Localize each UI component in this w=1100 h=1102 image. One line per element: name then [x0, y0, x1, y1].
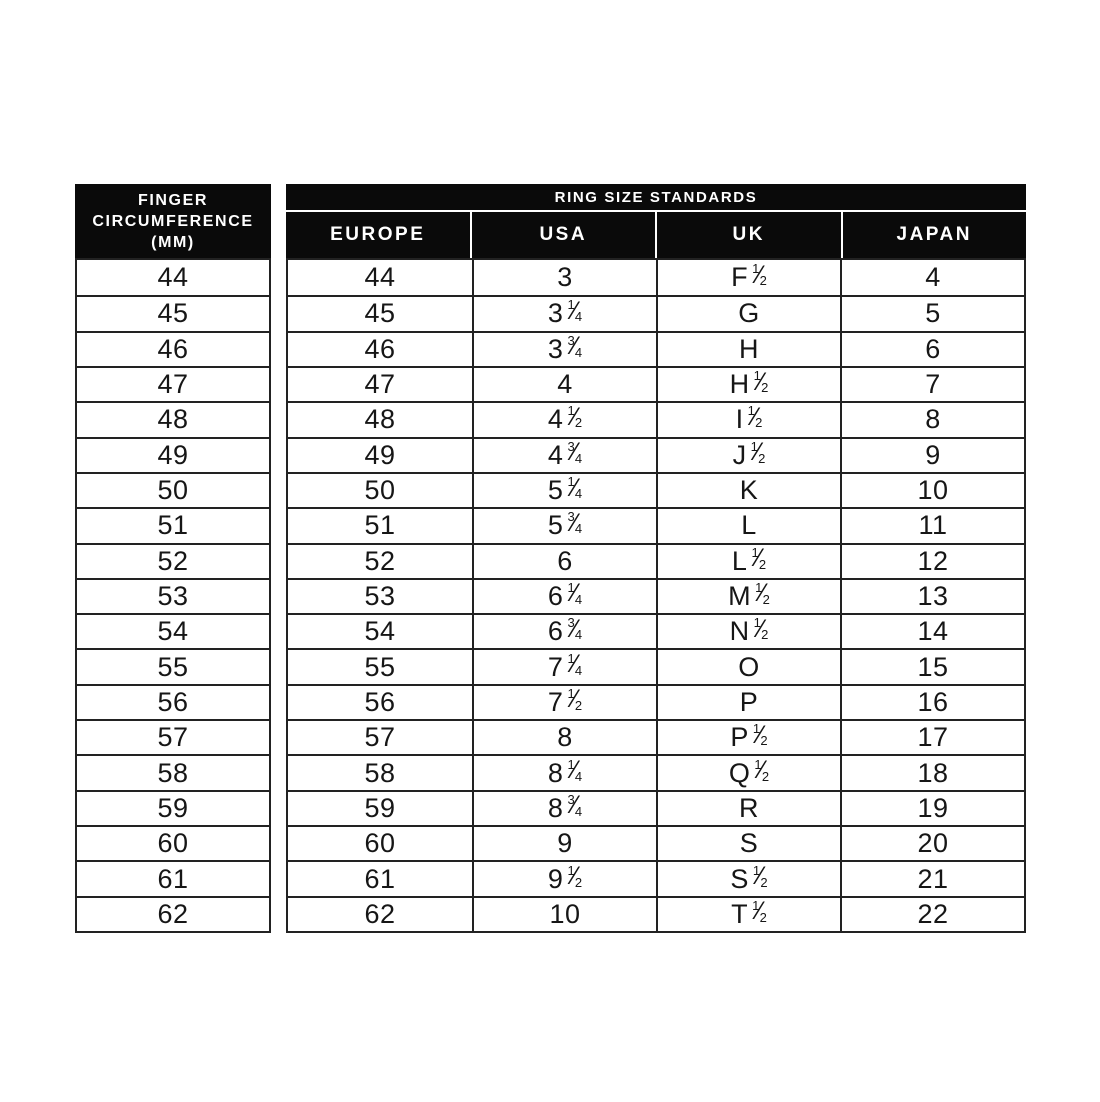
finger-header-line-3: (MM) [151, 233, 195, 251]
fraction: 1 ⁄ 2 [750, 438, 766, 467]
size-cell-usa [472, 684, 656, 719]
size-cell-usa [472, 295, 656, 330]
finger-circumference-table [75, 184, 271, 933]
size-cell-uk: G [656, 295, 840, 330]
value-text: M [728, 580, 752, 611]
finger-circumference-cell: 44 [157, 262, 189, 293]
fraction: 1 ⁄ 2 [752, 897, 767, 926]
value-text: 9 [547, 863, 564, 894]
value-text: 3 [547, 333, 564, 364]
size-cell-europe: 57 [288, 719, 472, 754]
standards-table-body [286, 258, 1026, 933]
fraction: 1 ⁄ 4 [567, 296, 583, 325]
finger-table-body [75, 258, 271, 933]
fraction: 1 ⁄ 2 [567, 402, 583, 431]
size-cell-usa: 6 [472, 543, 656, 578]
finger-circumference-cell: 59 [77, 790, 269, 825]
size-cell-japan: 6 [840, 331, 1024, 366]
size-cell-europe: 62 [288, 896, 472, 931]
size-cell-usa [472, 472, 656, 507]
value-text: 3 [547, 298, 564, 329]
finger-circumference-cell: 52 [77, 543, 269, 578]
column-header-europe: EUROPE [286, 212, 470, 258]
size-cell-europe: 53 [288, 578, 472, 613]
size-cell-japan: 10 [840, 472, 1024, 507]
fraction: 1 ⁄ 2 [752, 720, 768, 749]
fraction: 3 ⁄ 4 [567, 438, 583, 467]
value-text: N [729, 616, 750, 647]
finger-table-header [75, 184, 271, 258]
finger-circumference-cell: 53 [77, 578, 269, 613]
size-cell-japan: 7 [840, 366, 1024, 401]
size-cell-uk [656, 896, 840, 931]
value-text: 5 [547, 475, 564, 506]
size-cell-japan: 9 [840, 437, 1024, 472]
size-cell-europe: 52 [288, 543, 472, 578]
size-cell-usa [472, 648, 656, 683]
column-header-uk: UK [657, 212, 841, 258]
fraction: 1 ⁄ 2 [752, 862, 768, 891]
size-cell-uk [656, 260, 840, 295]
ring-size-standards-table [286, 184, 1026, 933]
size-cell-europe: 46 [288, 331, 472, 366]
size-cell-usa [472, 437, 656, 472]
size-cell-uk: H [656, 331, 840, 366]
size-cell-uk: O [656, 648, 840, 683]
size-cell-japan: 19 [840, 790, 1024, 825]
size-cell-europe: 58 [288, 754, 472, 789]
fraction: 1 ⁄ 2 [753, 614, 769, 643]
fraction: 1 ⁄ 2 [747, 402, 763, 431]
size-cell-japan: 11 [840, 507, 1024, 542]
size-cell-europe: 60 [288, 825, 472, 860]
fraction: 1 ⁄ 2 [753, 367, 769, 396]
size-cell-usa: 9 [472, 825, 656, 860]
finger-circumference-cell: 56 [77, 684, 269, 719]
ring-size-standards-title: RING SIZE STANDARDS [286, 184, 1026, 210]
size-cell-europe: 44 [364, 262, 396, 293]
size-cell-uk: S [656, 825, 840, 860]
size-cell-japan: 13 [840, 578, 1024, 613]
size-cell-uk [656, 543, 840, 578]
size-cell-uk [656, 401, 840, 436]
size-cell-japan: 15 [840, 648, 1024, 683]
finger-circumference-cell: 58 [77, 754, 269, 789]
size-cell-uk [656, 366, 840, 401]
value-text: H [729, 369, 750, 400]
finger-circumference-cell: 49 [77, 437, 269, 472]
finger-circumference-cell: 47 [77, 366, 269, 401]
value-text: 4 [547, 439, 564, 470]
size-cell-uk [656, 613, 840, 648]
size-cell-usa: 8 [472, 719, 656, 754]
fraction: 1 ⁄ 4 [567, 756, 583, 785]
value-text: P [730, 722, 749, 753]
size-cell-japan: 21 [840, 860, 1024, 895]
size-cell-usa: 10 [472, 896, 656, 931]
value-text: 8 [547, 792, 564, 823]
size-cell-japan: 20 [840, 825, 1024, 860]
size-cell-europe: 45 [288, 295, 472, 330]
fraction: 1 ⁄ 2 [752, 260, 767, 289]
finger-circumference-cell: 54 [77, 613, 269, 648]
value-text: 6 [547, 580, 564, 611]
value-text: S [730, 863, 749, 894]
finger-circumference-cell: 48 [77, 401, 269, 436]
size-cell-usa: 3 [472, 260, 656, 295]
size-cell-uk [656, 719, 840, 754]
size-cell-usa [472, 578, 656, 613]
finger-circumference-cell: 62 [77, 896, 269, 931]
size-cell-usa [472, 331, 656, 366]
size-cell-europe: 56 [288, 684, 472, 719]
size-cell-japan: 18 [840, 754, 1024, 789]
size-cell-uk: K [656, 472, 840, 507]
fraction: 3 ⁄ 4 [567, 508, 583, 537]
size-cell-japan: 16 [840, 684, 1024, 719]
size-cell-uk: L [656, 507, 840, 542]
value-text: 7 [547, 651, 564, 682]
column-header-usa: USA [472, 212, 656, 258]
fraction: 3 ⁄ 4 [567, 332, 583, 361]
size-cell-uk [656, 578, 840, 613]
fraction: 1 ⁄ 4 [567, 579, 583, 608]
size-cell-europe: 50 [288, 472, 472, 507]
value-text: 5 [547, 510, 564, 541]
size-cell-japan: 8 [840, 401, 1024, 436]
chart-tables [75, 184, 1026, 933]
finger-circumference-cell: 46 [77, 331, 269, 366]
size-cell-usa [472, 754, 656, 789]
fraction: 3 ⁄ 4 [567, 791, 583, 820]
size-cell-japan: 17 [840, 719, 1024, 754]
value-text: 7 [547, 686, 564, 717]
size-cell-uk [656, 860, 840, 895]
size-cell-europe: 61 [288, 860, 472, 895]
column-header-japan: JAPAN [843, 212, 1027, 258]
value-text: I [735, 404, 744, 435]
fraction: 1 ⁄ 2 [755, 579, 770, 608]
fraction: 1 ⁄ 2 [751, 544, 767, 573]
size-cell-uk: R [656, 790, 840, 825]
size-cell-usa [472, 613, 656, 648]
size-cell-japan: 4 [840, 260, 1024, 295]
size-cell-europe: 48 [288, 401, 472, 436]
size-cell-japan: 22 [840, 896, 1024, 931]
finger-circumference-cell: 60 [77, 825, 269, 860]
size-cell-europe: 47 [288, 366, 472, 401]
finger-circumference-cell: 61 [77, 860, 269, 895]
size-cell-europe: 51 [288, 507, 472, 542]
size-cell-uk: P [656, 684, 840, 719]
fraction: 1 ⁄ 2 [567, 862, 583, 891]
finger-circumference-cell: 55 [77, 648, 269, 683]
value-text: F [731, 262, 749, 293]
size-cell-europe: 54 [288, 613, 472, 648]
size-cell-japan: 5 [840, 295, 1024, 330]
size-cell-japan: 12 [840, 543, 1024, 578]
value-text: 4 [547, 404, 564, 435]
finger-circumference-cell: 45 [77, 295, 269, 330]
size-cell-usa [472, 401, 656, 436]
standards-column-headers [286, 212, 1026, 258]
value-text: 8 [547, 757, 564, 788]
value-text: J [732, 439, 747, 470]
fraction: 1 ⁄ 4 [567, 650, 583, 679]
size-cell-europe: 49 [288, 437, 472, 472]
size-cell-usa [472, 790, 656, 825]
size-cell-usa [472, 507, 656, 542]
size-cell-europe: 59 [288, 790, 472, 825]
size-cell-usa [472, 860, 656, 895]
fraction: 1 ⁄ 2 [754, 756, 770, 785]
value-text: 6 [547, 616, 564, 647]
size-cell-usa: 4 [472, 366, 656, 401]
finger-circumference-cell: 57 [77, 719, 269, 754]
finger-header-line-2: CIRCUMFERENCE [92, 212, 254, 230]
size-cell-uk [656, 437, 840, 472]
value-text: Q [728, 757, 751, 788]
fraction: 3 ⁄ 4 [567, 614, 583, 643]
finger-header-line-1: FINGER [137, 191, 209, 209]
size-cell-japan: 14 [840, 613, 1024, 648]
value-text: T [731, 898, 749, 929]
finger-circumference-cell: 51 [77, 507, 269, 542]
size-cell-europe: 55 [288, 648, 472, 683]
size-cell-uk [656, 754, 840, 789]
fraction: 1 ⁄ 2 [567, 685, 583, 714]
fraction: 1 ⁄ 4 [567, 473, 583, 502]
finger-circumference-cell: 50 [77, 472, 269, 507]
value-text: L [731, 545, 748, 576]
